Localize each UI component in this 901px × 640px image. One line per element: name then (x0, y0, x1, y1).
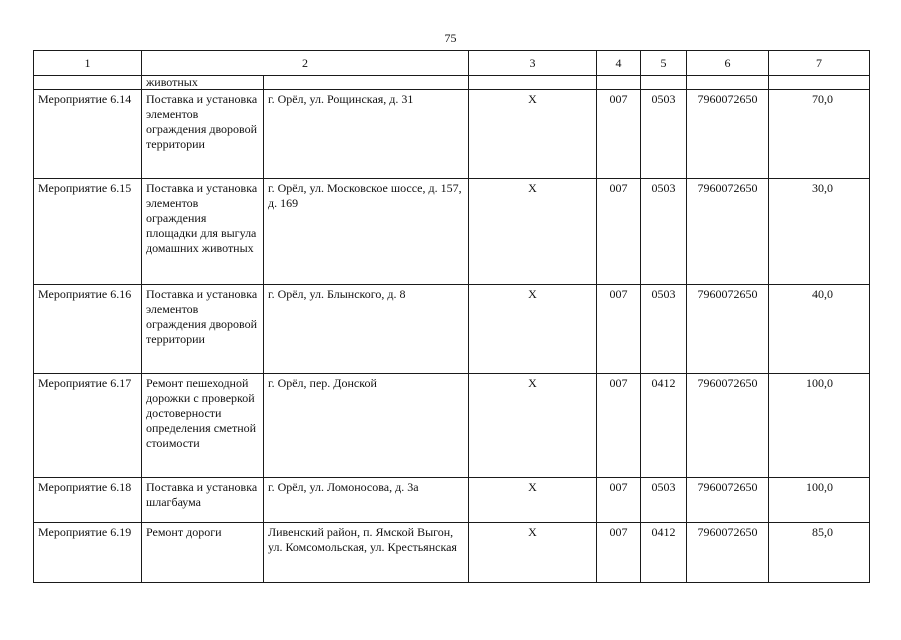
cell-col4: 007 (597, 523, 641, 583)
cell-name: Поставка и установка элементов ограждения площадки для выгула домашних животных (142, 179, 264, 285)
cell-col3: Х (469, 478, 597, 523)
table-row (34, 90, 870, 179)
cell-id: Мероприятие 6.14 (34, 90, 142, 179)
cell-address: г. Орёл, ул. Блынского, д. 8 (264, 285, 469, 374)
cell-id (34, 76, 142, 90)
cell-address (264, 76, 469, 90)
cell-col3: Х (469, 374, 597, 478)
cell-col6: 7960072650 (687, 179, 769, 285)
cell-address: г. Орёл, ул. Рощинская, д. 31 (264, 90, 469, 179)
cell-col7: 70,0 (769, 90, 870, 179)
cell-col3: Х (469, 179, 597, 285)
cell-name: Ремонт дороги (142, 523, 264, 583)
cell-col3: Х (469, 523, 597, 583)
cell-col4: 007 (597, 374, 641, 478)
cell-id: Мероприятие 6.17 (34, 374, 142, 478)
program-measures-table (33, 50, 870, 583)
cell-col5: 0503 (641, 478, 687, 523)
cell-name: животных (142, 76, 264, 90)
continuation-row (34, 76, 870, 90)
cell-id: Мероприятие 6.15 (34, 179, 142, 285)
table-row (34, 374, 870, 478)
header-col-1: 1 (34, 51, 142, 76)
table-row (34, 478, 870, 523)
cell-id: Мероприятие 6.18 (34, 478, 142, 523)
cell-address: г. Орёл, ул. Московское шоссе, д. 157, д. 169 (264, 179, 469, 285)
cell-col5 (641, 76, 687, 90)
cell-col6: 7960072650 (687, 523, 769, 583)
cell-id: Мероприятие 6.19 (34, 523, 142, 583)
cell-name: Ремонт пешеходной дорожки с проверкой достоверности определения сметной стоимости (142, 374, 264, 478)
header-col-3: 3 (469, 51, 597, 76)
cell-col5: 0503 (641, 90, 687, 179)
cell-col7: 30,0 (769, 179, 870, 285)
cell-col7 (769, 76, 870, 90)
header-col-6: 6 (687, 51, 769, 76)
table-row (34, 179, 870, 285)
cell-address: Ливенский район, п. Ямской Выгон, ул. Комсомольская, ул. Крестьянская (264, 523, 469, 583)
cell-address: г. Орёл, пер. Донской (264, 374, 469, 478)
cell-col5: 0412 (641, 523, 687, 583)
cell-col6: 7960072650 (687, 90, 769, 179)
cell-id: Мероприятие 6.16 (34, 285, 142, 374)
cell-col7: 40,0 (769, 285, 870, 374)
cell-col4: 007 (597, 90, 641, 179)
cell-col5: 0503 (641, 179, 687, 285)
page-number: 75 (444, 31, 457, 45)
cell-col6: 7960072650 (687, 374, 769, 478)
cell-address: г. Орёл, ул. Ломоносова, д. 3а (264, 478, 469, 523)
cell-col6: 7960072650 (687, 285, 769, 374)
cell-col4 (597, 76, 641, 90)
cell-col7: 85,0 (769, 523, 870, 583)
cell-col6: 7960072650 (687, 478, 769, 523)
header-row (34, 51, 870, 76)
cell-col4: 007 (597, 478, 641, 523)
table-row (34, 523, 870, 583)
cell-name: Поставка и установка элементов ограждения дворовой территории (142, 285, 264, 374)
cell-col5: 0503 (641, 285, 687, 374)
cell-col6 (687, 76, 769, 90)
header-col-7: 7 (769, 51, 870, 76)
table-row (34, 285, 870, 374)
header-col-5: 5 (641, 51, 687, 76)
cell-name: Поставка и установка элементов ограждения дворовой территории (142, 90, 264, 179)
cell-col7: 100,0 (769, 374, 870, 478)
cell-col7: 100,0 (769, 478, 870, 523)
cell-col4: 007 (597, 179, 641, 285)
cell-col3: Х (469, 285, 597, 374)
header-col-2: 2 (142, 51, 469, 76)
cell-col5: 0412 (641, 374, 687, 478)
cell-name: Поставка и установка шлагбаума (142, 478, 264, 523)
header-col-4: 4 (597, 51, 641, 76)
cell-col3: Х (469, 90, 597, 179)
cell-col3 (469, 76, 597, 90)
cell-col4: 007 (597, 285, 641, 374)
